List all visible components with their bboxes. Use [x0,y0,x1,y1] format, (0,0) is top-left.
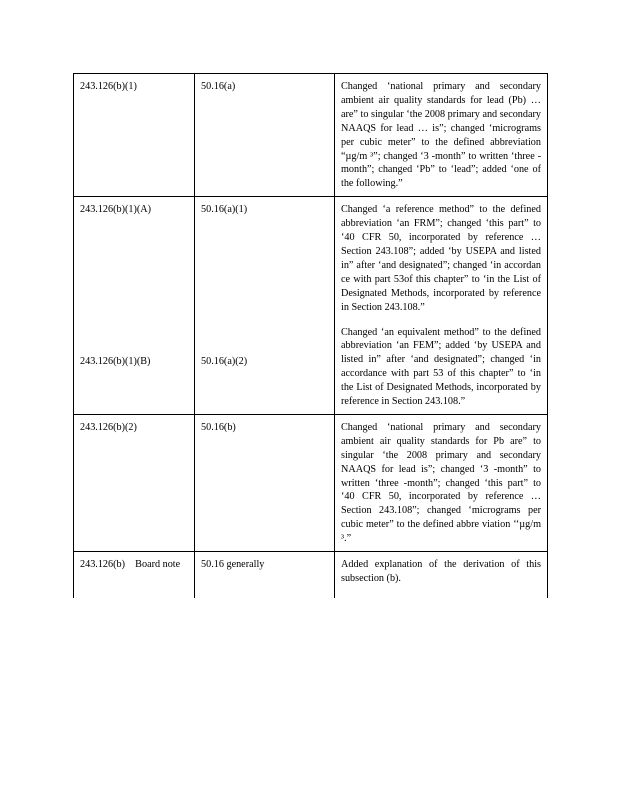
change-text: Changed ‘a reference method” to the defined abbreviation ‘an FRM”; changed ‘this part” to ‘40 CFR 50, incorporated by reference … Section 243.108”; added ‘by USEPA and listed in” after ‘and designated”; changed ‘in accordan ce with part 53of this chapter” to ‘in the List of Designated Methods, incorporated by reference in Section 243.108.” [341,204,541,313]
section-cell: 243.126(b) Board note [74,552,195,598]
table-row [74,197,548,415]
cfr-cell: 50.16 generally [195,552,335,598]
section-text: 243.126(b)(1)(A) [80,204,152,216]
table-row [74,414,548,551]
cfr-cell: 50.16(b) [195,414,335,551]
amendments-table [73,73,548,598]
table-row [74,74,548,197]
cfr-text: 50.16(a)(1) [201,204,248,216]
amendments-table-container [73,73,546,598]
section-cell: 243.126(b)(1) [74,74,195,197]
change-text: Changed ‘national primary and secondary ambient air quality standards for lead (Pb) … are” to singular ‘the 2008 primary and secondary NAAQS for lead … is”; changed ‘micrograms per cubic meter” to the defined abbreviation “µg/m ³”; changed ‘3 -month” to written ‘three -month”; changed ‘Pb” to ‘lead”; added ‘one of the following.” [341,81,541,190]
section-cell: 243.126(b)(2) [74,414,195,551]
change-cell [335,74,548,197]
change-cell [335,552,548,598]
change-cell [335,197,548,415]
table-row [74,552,548,598]
change-text: Changed ‘national primary and secondary ambient air quality standards for Pb are” to singular ‘the 2008 primary and secondary NAAQS for lead is”; changed ‘3 -month” to written ‘three -month”; changed ‘this part” to ‘40 CFR 50, incorporated by reference … Section 243.108”; changed ‘micrograms per cubic meter” to the defined abbre viation ‘‘µg/m ³.” [341,421,541,545]
change-text: Added explanation of the derivation of this subsection (b). [341,559,541,584]
section-cell [74,197,195,415]
change-cell [335,414,548,551]
cfr-text-sub: 50.16(a)(2) [201,356,248,368]
cfr-cell: 50.16(a) [195,74,335,197]
cfr-cell [195,197,335,415]
section-text-sub: 243.126(b)(1)(B) [80,356,151,368]
change-text-sub: Changed ‘an equivalent method” to the defined abbreviation ‘an FEM”; added ‘by USEPA and listed in” after ‘and designated”; changed ‘in accordance with part 53 of this chapter” to ‘in the List of Designated Methods, incorporated by reference in Section 243.108.” [341,326,541,408]
